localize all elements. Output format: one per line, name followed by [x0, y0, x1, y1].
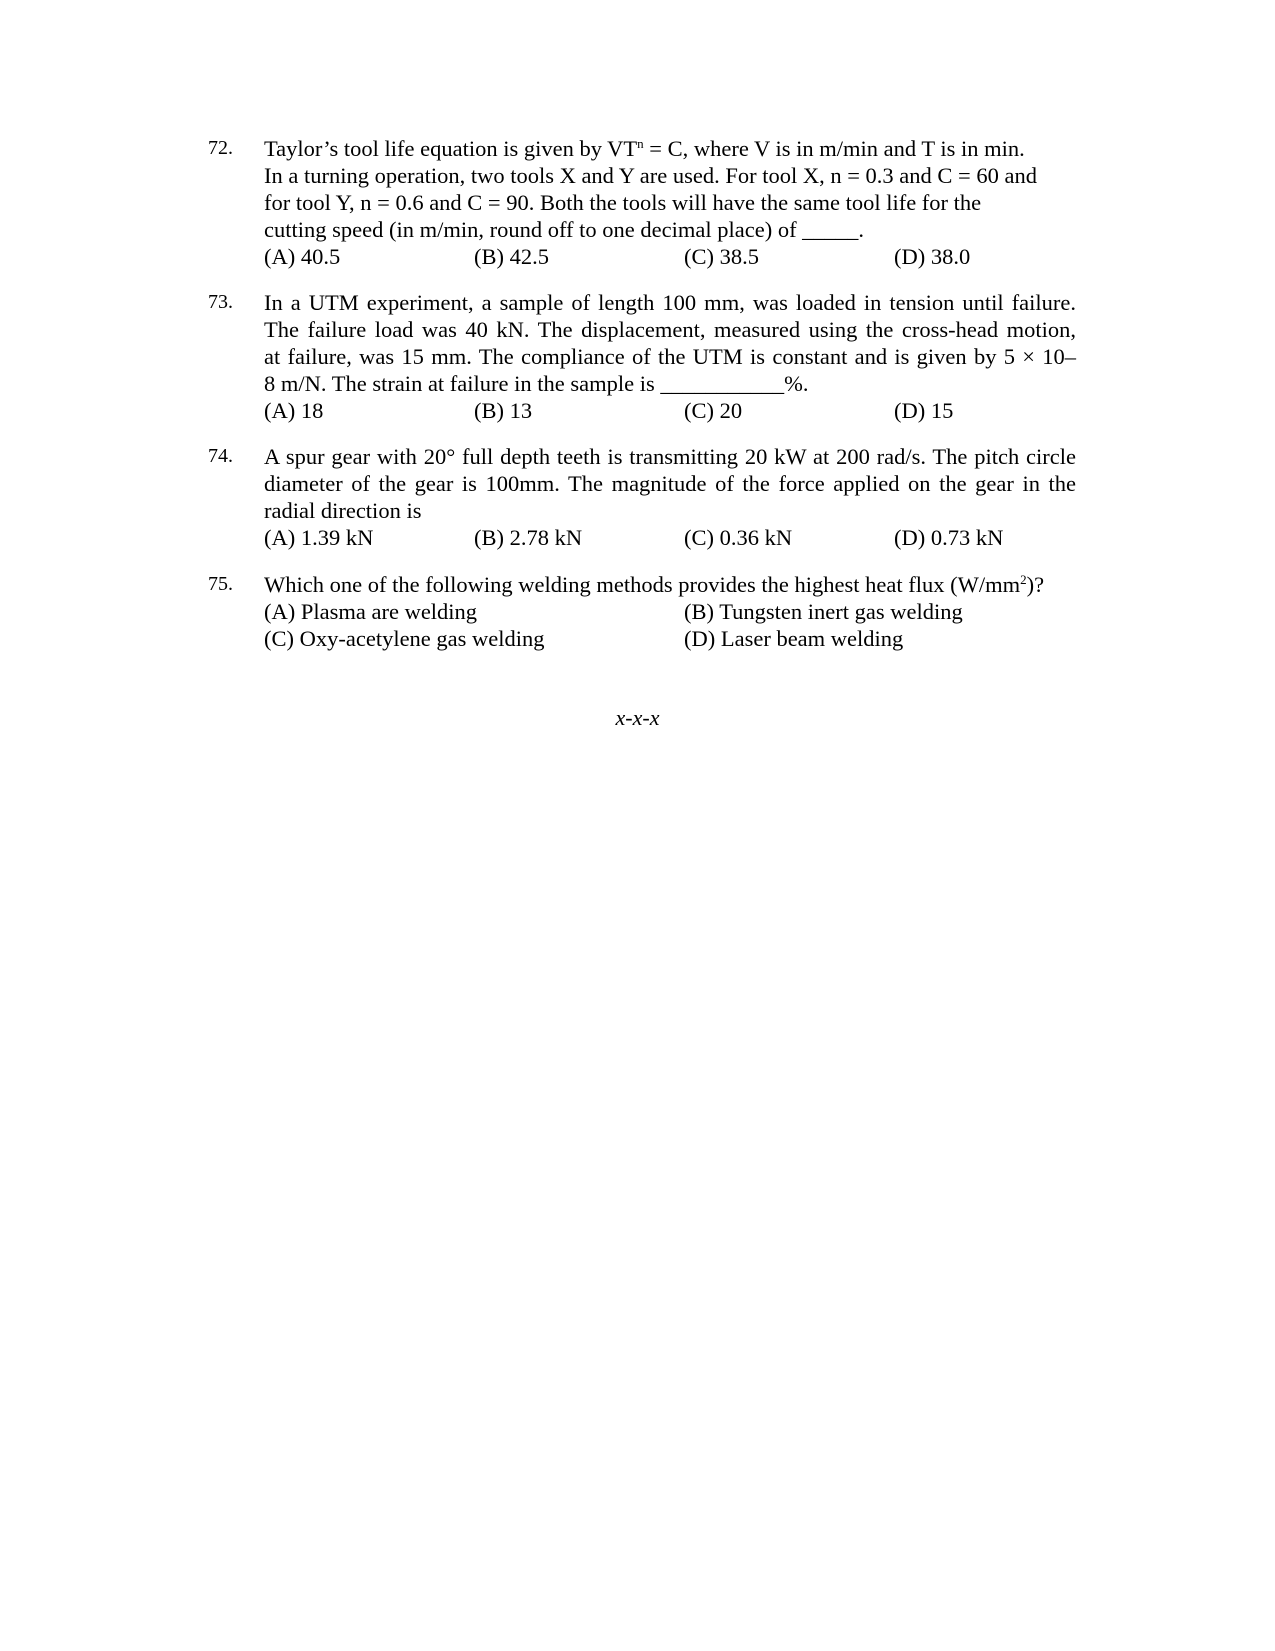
answer-options-row: [264, 598, 1076, 625]
option-a: (A) 18: [264, 398, 324, 423]
question-line: at failure, was 15 mm. The compliance of the UTM is constant and is given by 5 × 10–: [264, 344, 1076, 369]
option-a: (A) 1.39 kN: [264, 525, 374, 550]
question-line: In a turning operation, two tools X and Y are used. For tool X, n = 0.3 and C = 60 and: [264, 163, 1037, 188]
option-c: (C) Oxy-acetylene gas welding: [264, 626, 545, 651]
option-d: (D) 0.73 kN: [894, 525, 1004, 550]
option-a: (A) 40.5: [264, 244, 341, 269]
question-line: In a UTM experiment, a sample of length 100 mm, was loaded in tension until failure.: [264, 290, 1076, 315]
question-number: 75.: [208, 573, 233, 595]
question-text: [264, 571, 1076, 652]
answer-options-row: [264, 625, 1076, 652]
option-c: (C) 20: [684, 398, 743, 423]
answer-options: [264, 243, 1076, 270]
option-c: (C) 0.36 kN: [684, 525, 793, 550]
question-line: Taylor’s tool life equation is given by $VT^n = C$, where V is in m/min and T is in min.: [264, 136, 1025, 161]
question-text: [264, 289, 1076, 424]
option-d: (D) 38.0: [894, 244, 971, 269]
question-text: [264, 135, 1076, 270]
question-line: radial direction is: [264, 498, 422, 523]
question-text: [264, 443, 1076, 551]
question-number: 74.: [208, 445, 233, 467]
question-number: 72.: [208, 137, 233, 159]
question-line: Which one of the following welding methods provides the highest heat flux $(W/mm^2)$?: [264, 572, 1045, 597]
question-line: The failure load was 40 kN. The displacement, measured using the cross-head motion,: [264, 317, 1076, 342]
answer-options: [264, 524, 1076, 551]
option-a: (A) Plasma are welding: [264, 599, 478, 624]
question-line: for tool Y, n = 0.6 and C = 90. Both the tools will have the same tool life for the: [264, 190, 982, 215]
question-number: 73.: [208, 291, 233, 313]
question-line: cutting speed (in m/min, round off to one decimal place) of _____.: [264, 217, 865, 242]
option-b: (B) Tungsten inert gas welding: [684, 599, 963, 624]
option-b: (B) 42.5: [474, 244, 549, 269]
superscript: n: [637, 136, 644, 151]
question-line: 8 m/N. The strain at failure in the sample is ___________%.: [264, 371, 809, 396]
option-b: (B) 2.78 kN: [474, 525, 583, 550]
option-d: (D) Laser beam welding: [684, 626, 904, 651]
superscript: 2: [1020, 572, 1027, 587]
end-marker: x-x-x: [615, 705, 660, 730]
option-d: (D) 15: [894, 398, 954, 423]
question-line: A spur gear with 20° full depth teeth is transmitting 20 kW at 200 rad/s. The pitch circle: [264, 444, 1076, 469]
option-b: (B) 13: [474, 398, 533, 423]
answer-options: [264, 397, 1076, 424]
option-c: (C) 38.5: [684, 244, 759, 269]
question-line: diameter of the gear is 100mm. The magnitude of the force applied on the gear in the: [264, 471, 1076, 496]
